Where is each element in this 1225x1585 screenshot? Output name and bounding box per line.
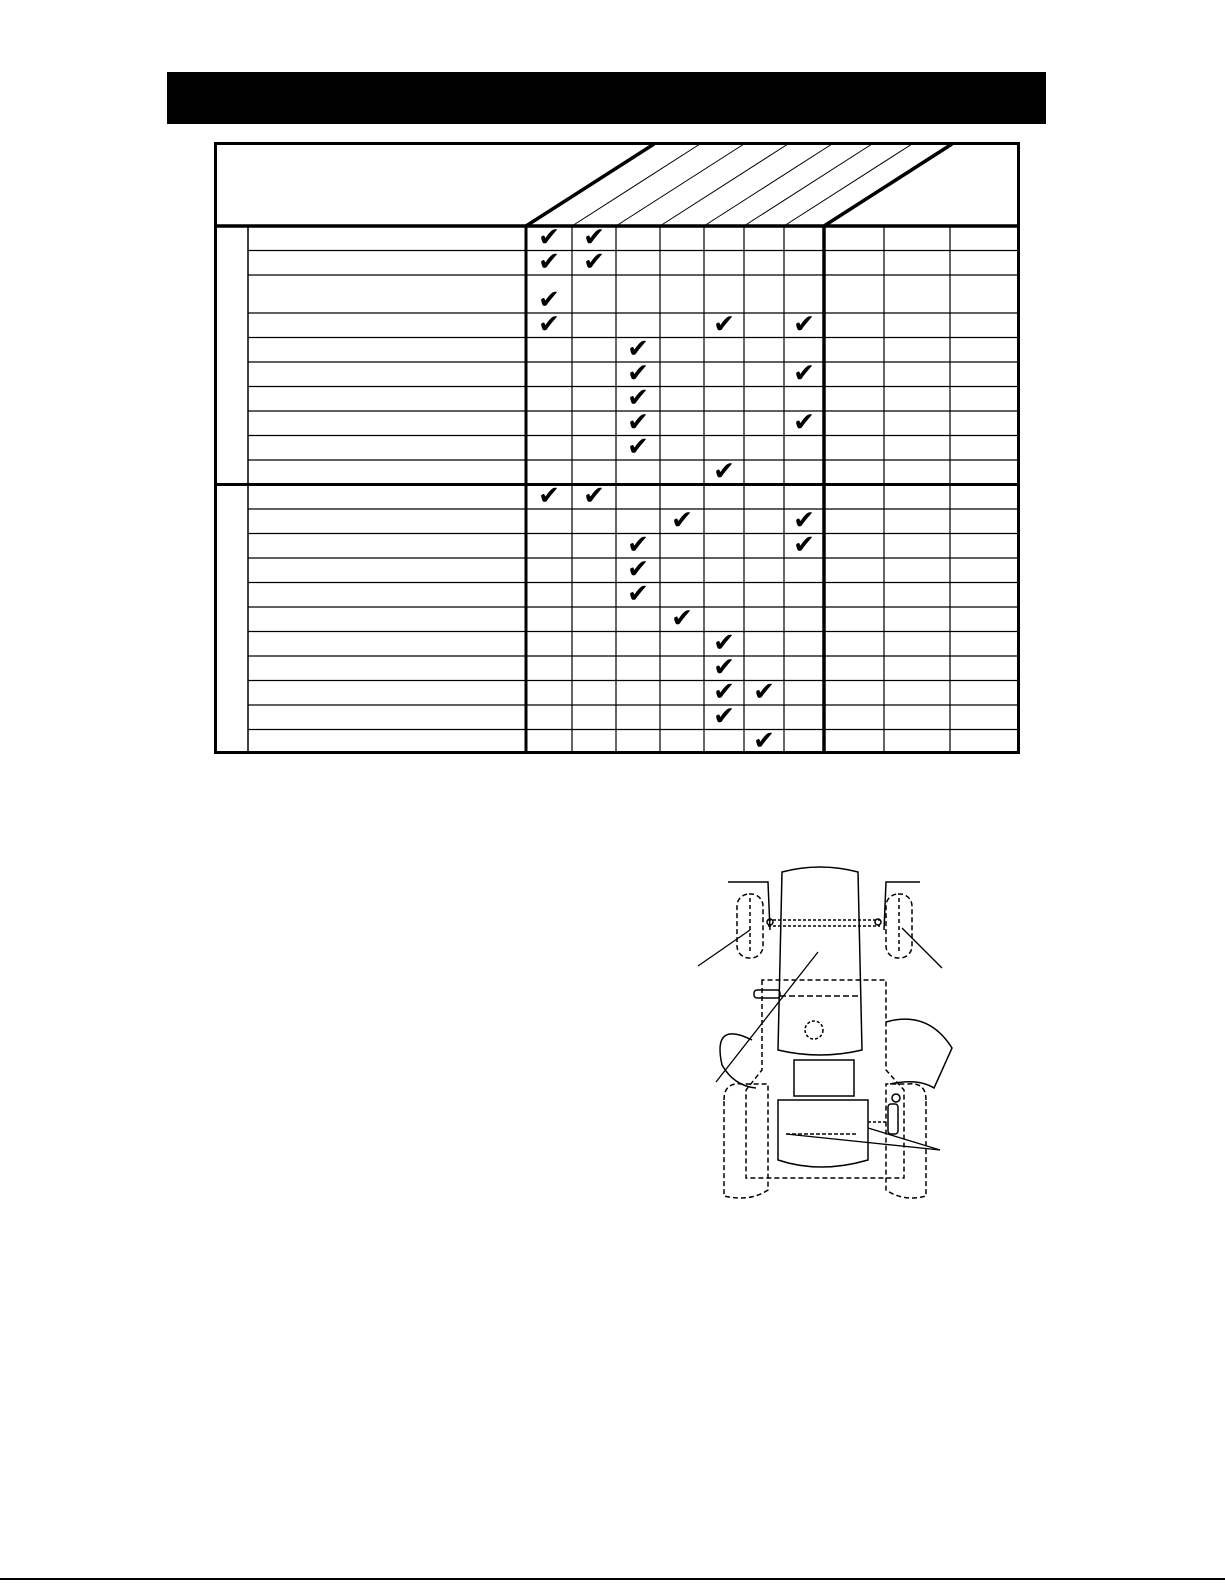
checkmark-icon: ✔ bbox=[627, 432, 649, 462]
checkmark-icon: ✔ bbox=[713, 456, 735, 487]
tractor-top-view-icon bbox=[690, 860, 980, 1210]
checkmark-icon: ✔ bbox=[753, 726, 775, 754]
checkmark-icon: ✔ bbox=[713, 309, 735, 340]
checkmark-icon: ✔ bbox=[713, 677, 735, 707]
checkmark-icon: ✔ bbox=[793, 407, 815, 438]
header-diagonal bbox=[824, 144, 952, 226]
checkmark-icon: ✔ bbox=[627, 383, 649, 413]
checkmark-icon: ✔ bbox=[538, 222, 560, 253]
callout-line bbox=[716, 952, 818, 1082]
checkmark-icon: ✔ bbox=[627, 334, 649, 364]
tractor-diagram bbox=[690, 860, 980, 1210]
checkmark-icon: ✔ bbox=[583, 222, 605, 253]
checkmark-icon: ✔ bbox=[583, 481, 605, 511]
checkmark-icon: ✔ bbox=[627, 407, 649, 438]
checkmark-icon: ✔ bbox=[793, 530, 815, 560]
hood-icon bbox=[778, 867, 862, 1055]
checkmark-icon: ✔ bbox=[627, 358, 649, 389]
checkmark-icon: ✔ bbox=[627, 554, 649, 585]
checkmark-icon: ✔ bbox=[713, 701, 735, 732]
checkmark-icon: ✔ bbox=[538, 285, 560, 315]
checkmark-icon: ✔ bbox=[627, 530, 649, 560]
chart-border bbox=[216, 144, 1019, 753]
checkmark-icon: ✔ bbox=[793, 505, 815, 536]
title-bar bbox=[167, 72, 1046, 124]
checkmark-icon: ✔ bbox=[538, 247, 560, 277]
callout-line bbox=[786, 1134, 940, 1150]
footer-rule bbox=[0, 1578, 1225, 1580]
header-diagonal bbox=[784, 144, 912, 226]
maintenance-chart bbox=[214, 142, 1020, 754]
rear-right-wheel-icon bbox=[886, 1084, 926, 1198]
rear-left-wheel-icon bbox=[724, 1084, 768, 1198]
checkmark-icon: ✔ bbox=[713, 628, 735, 658]
checkmark-icon: ✔ bbox=[538, 309, 560, 340]
checkmark-icon: ✔ bbox=[793, 358, 815, 389]
checkmark-icon: ✔ bbox=[583, 247, 605, 277]
callout-line bbox=[698, 930, 750, 966]
checkmark-icon: ✔ bbox=[671, 603, 693, 634]
checkmark-icon: ✔ bbox=[713, 652, 735, 683]
checkmark-icon: ✔ bbox=[753, 677, 775, 707]
checkmark-icon: ✔ bbox=[538, 481, 560, 511]
checkmark-icon: ✔ bbox=[627, 579, 649, 609]
callout-line bbox=[902, 928, 942, 968]
checkmark-icon: ✔ bbox=[793, 309, 815, 340]
maintenance-chart-grid bbox=[214, 142, 1020, 754]
checkmark-icon: ✔ bbox=[671, 505, 693, 536]
header-diagonal bbox=[744, 144, 872, 226]
